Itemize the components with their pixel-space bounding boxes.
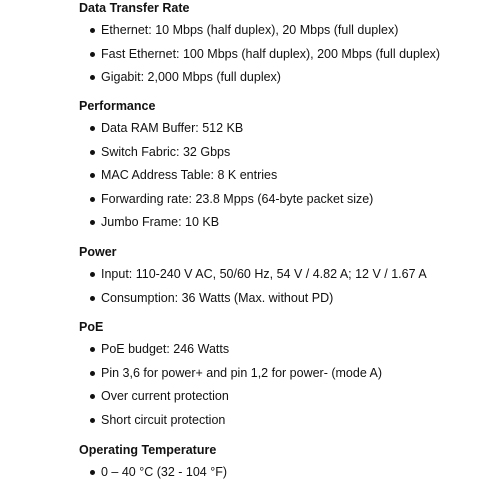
bullet-icon bbox=[90, 28, 95, 33]
list-item bbox=[79, 291, 489, 315]
list-item bbox=[79, 192, 489, 216]
list-item-text: Pin 3,6 for power+ and pin 1,2 for power- (mode A) bbox=[101, 365, 383, 380]
bullet-icon bbox=[90, 394, 95, 399]
spec-list bbox=[79, 23, 489, 94]
bullet-icon bbox=[90, 347, 95, 352]
section-operating-temperature bbox=[79, 443, 489, 489]
section-performance bbox=[79, 99, 489, 239]
bullet-icon bbox=[90, 150, 95, 155]
list-item-text: Jumbo Frame: 10 KB bbox=[101, 215, 220, 229]
section-power bbox=[79, 245, 489, 314]
list-item-text: Fast Ethernet: 100 Mbps (half duplex), 200 Mbps (full duplex) bbox=[101, 46, 441, 61]
list-item bbox=[79, 145, 489, 169]
bullet-icon bbox=[90, 197, 95, 202]
bullet-icon bbox=[90, 296, 95, 301]
list-item bbox=[79, 389, 489, 413]
list-item bbox=[79, 267, 489, 291]
bullet-icon bbox=[90, 272, 95, 277]
section-heading: PoE bbox=[79, 320, 104, 334]
list-item-text: Over current protection bbox=[101, 389, 229, 403]
section-heading: Power bbox=[79, 245, 117, 259]
bullet-icon bbox=[90, 173, 95, 178]
list-item-text: 0 – 40 °C (32 - 104 °F) bbox=[101, 465, 228, 479]
list-item bbox=[79, 366, 489, 390]
bullet-icon bbox=[90, 371, 95, 376]
list-item bbox=[79, 23, 489, 47]
list-item-text: Ethernet: 10 Mbps (half duplex), 20 Mbps (full duplex) bbox=[101, 23, 399, 37]
section-data-transfer-rate bbox=[79, 1, 489, 94]
bullet-icon bbox=[90, 52, 95, 57]
list-item-text: Forwarding rate: 23.8 Mpps (64-byte packet size) bbox=[101, 191, 374, 206]
bullet-icon bbox=[90, 418, 95, 423]
section-heading: Operating Temperature bbox=[79, 443, 217, 457]
list-item-text: MAC Address Table: 8 K entries bbox=[101, 168, 278, 182]
spec-list bbox=[79, 342, 489, 436]
list-item-text: Input: 110-240 V AC, 50/60 Hz, 54 V / 4.82 A; 12 V / 1.67 A bbox=[101, 267, 427, 281]
list-item-text: Gigabit: 2,000 Mbps (full duplex) bbox=[101, 70, 281, 84]
bullet-icon bbox=[90, 75, 95, 80]
list-item bbox=[79, 342, 489, 366]
bullet-icon bbox=[90, 126, 95, 131]
list-item bbox=[79, 215, 489, 239]
list-item-text: Consumption: 36 Watts (Max. without PD) bbox=[101, 290, 334, 305]
section-heading: Performance bbox=[79, 99, 156, 113]
list-item bbox=[79, 121, 489, 145]
list-item bbox=[79, 413, 489, 437]
list-item-text: Switch Fabric: 32 Gbps bbox=[101, 144, 231, 159]
bullet-icon bbox=[90, 220, 95, 225]
spec-list bbox=[79, 267, 489, 314]
list-item-text: Short circuit protection bbox=[101, 412, 226, 427]
list-item-text: PoE budget: 246 Watts bbox=[101, 342, 230, 356]
list-item bbox=[79, 168, 489, 192]
list-item bbox=[79, 47, 489, 71]
list-item-text: Data RAM Buffer: 512 KB bbox=[101, 121, 244, 135]
bullet-icon bbox=[90, 470, 95, 475]
list-item bbox=[79, 70, 489, 94]
section-poe bbox=[79, 320, 489, 436]
spec-list bbox=[79, 121, 489, 239]
section-heading: Data Transfer Rate bbox=[79, 1, 190, 15]
